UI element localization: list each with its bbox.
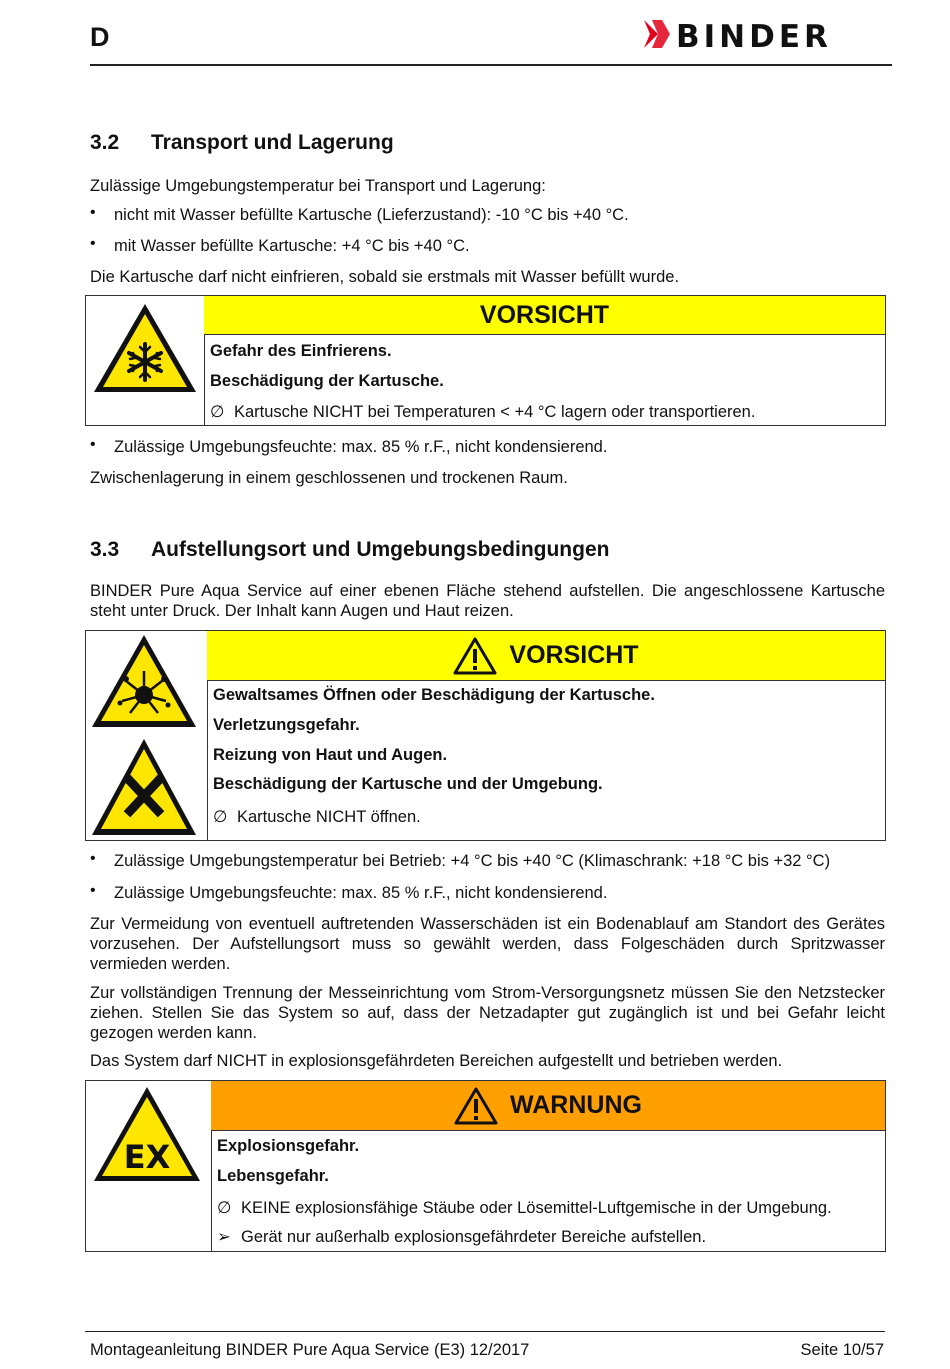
- hazard-line: Beschädigung der Kartusche.: [210, 372, 444, 390]
- bullet-icon: •: [90, 882, 96, 899]
- header-rule: [90, 64, 892, 66]
- action-line: ➢ Gerät nur außerhalb explosionsgefährdeter Bereiche aufstellen.: [217, 1228, 707, 1246]
- arrow-right-icon: ➢: [217, 1228, 231, 1246]
- paragraph: Das System darf NICHT in explosionsgefährdeten Bereichen aufgestellt und betrieben werden.: [90, 1052, 783, 1070]
- signal-word-header: [207, 631, 885, 681]
- bullet-icon: •: [90, 235, 96, 252]
- bullet-icon: •: [90, 436, 96, 453]
- icon-cell: [86, 296, 205, 425]
- hazard-line: Gewaltsames Öffnen oder Beschädigung der Kartusche.: [213, 686, 655, 704]
- signal-word-header: [211, 1081, 885, 1131]
- prohibition-line: ∅ KEINE explosionsfähige Stäube oder Lösemittel-Luftgemische in der Umgebung.: [217, 1199, 832, 1217]
- warning-triangle-icon: [453, 637, 497, 675]
- prohibition-icon: ∅: [217, 1199, 232, 1217]
- paragraph-intro: Zulässige Umgebungstemperatur bei Transport und Lagerung:: [90, 177, 546, 195]
- hazard-line: Beschädigung der Kartusche und der Umgebung.: [213, 775, 603, 793]
- signal-word-header: [204, 296, 885, 335]
- binder-logo: [640, 18, 890, 52]
- hazard-line: Explosionsgefahr.: [217, 1137, 360, 1155]
- icon-cell: [86, 1081, 212, 1251]
- signal-word: WARNUNG: [510, 1091, 642, 1119]
- explosion-ex-warning-icon: [86, 1081, 211, 1191]
- section-number: 3.3: [90, 538, 120, 561]
- paragraph: Zur vollständigen Trennung der Messeinrichtung vom Strom-Versorgungsnetz müssen Sie den Netzstecker ziehen. Stellen Sie das System so auf, dass der Netzadapter gut zugänglich ist und bei Gefahr leicht gezogen werden kann.: [90, 984, 885, 1042]
- section-title: Aufstellungsort und Umgebungsbedingungen: [151, 538, 610, 561]
- paragraph-intro: BINDER Pure Aqua Service auf einer ebenen Fläche stehend aufstellen. Die angeschlossene Kartusche steht unter Druck. Der Inhalt kann Augen und Haut reizen.: [90, 582, 885, 620]
- paragraph: Zur Vermeidung von eventuell auftretenden Wasserschäden ist ein Bodenablauf am Standort des Gerätes vorzusehen. Der Aufstellungsort muss so gewählt werden, dass Folgeschäden durch Spritzwasser vermieden werden.: [90, 915, 885, 973]
- prohibition-line: ∅ Kartusche NICHT öffnen.: [213, 808, 421, 826]
- hazard-line: Lebensgefahr.: [217, 1167, 329, 1185]
- prohibition-icon: ∅: [210, 403, 225, 421]
- svg-text:EX: EX: [123, 1138, 171, 1176]
- icon-cell: [86, 631, 208, 840]
- footer-rule: [85, 1331, 885, 1332]
- signal-word: VORSICHT: [479, 300, 610, 329]
- section-title: Transport und Lagerung: [151, 131, 394, 154]
- caution-box-cartridge: [85, 630, 886, 841]
- paragraph-closing: Zwischenlagerung in einem geschlossenen und trockenen Raum.: [90, 469, 568, 487]
- paragraph-note: Die Kartusche darf nicht einfrieren, sobald sie erstmals mit Wasser befüllt wurde.: [90, 268, 680, 286]
- warning-triangle-icon: [454, 1087, 498, 1125]
- prohibition-icon: ∅: [213, 808, 228, 826]
- irritant-warning-icon: [92, 739, 196, 835]
- bullet-icon: •: [90, 850, 96, 867]
- footer-page-number: Seite 10/57: [800, 1341, 884, 1359]
- logo-text: BINDER: [676, 19, 832, 52]
- footer-document-title: Montageanleitung BINDER Pure Aqua Service (E3) 12/2017: [90, 1341, 530, 1359]
- hazard-line: Reizung von Haut und Augen.: [213, 746, 448, 764]
- hazard-line: Gefahr des Einfrierens.: [210, 342, 392, 360]
- bullet-icon: •: [90, 204, 96, 221]
- caution-box-freezing: [85, 295, 886, 426]
- signal-word: VORSICHT: [509, 641, 639, 669]
- section-number: 3.2: [90, 131, 120, 154]
- prohibition-line: ∅ Kartusche NICHT bei Temperaturen < +4 °C lagern oder transportieren.: [210, 403, 756, 421]
- warning-box-explosion: [85, 1080, 886, 1252]
- freezing-warning-icon: [86, 296, 204, 425]
- explosive-warning-icon: [92, 635, 196, 727]
- hazard-line: Verletzungsgefahr.: [213, 716, 360, 734]
- header-language-code: D: [90, 22, 110, 52]
